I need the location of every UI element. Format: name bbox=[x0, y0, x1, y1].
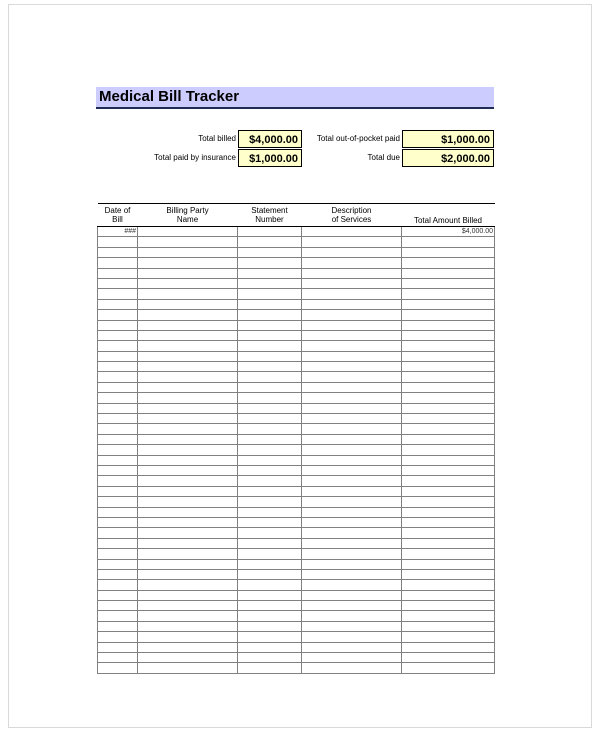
cell-party[interactable] bbox=[138, 414, 238, 424]
cell-description[interactable] bbox=[302, 227, 402, 237]
cell-description[interactable] bbox=[302, 497, 402, 507]
cell-date[interactable] bbox=[98, 663, 138, 673]
cell-party[interactable] bbox=[138, 486, 238, 496]
cell-party[interactable] bbox=[138, 289, 238, 299]
cell-date[interactable] bbox=[98, 465, 138, 475]
cell-amount[interactable] bbox=[402, 663, 495, 673]
cell-statement[interactable] bbox=[238, 590, 302, 600]
cell-amount[interactable] bbox=[402, 465, 495, 475]
cell-party[interactable] bbox=[138, 258, 238, 268]
table-row bbox=[98, 247, 495, 257]
cell-statement[interactable] bbox=[238, 382, 302, 392]
cell-date[interactable] bbox=[98, 372, 138, 382]
cell-statement[interactable] bbox=[238, 237, 302, 247]
cell-party[interactable] bbox=[138, 580, 238, 590]
cell-amount[interactable] bbox=[402, 434, 495, 444]
cell-party[interactable] bbox=[138, 465, 238, 475]
cell-description[interactable] bbox=[302, 268, 402, 278]
table-row bbox=[98, 455, 495, 465]
table-row bbox=[98, 341, 495, 351]
cell-amount[interactable] bbox=[402, 517, 495, 527]
cell-amount[interactable] bbox=[402, 569, 495, 579]
table-row bbox=[98, 382, 495, 392]
cell-statement[interactable] bbox=[238, 278, 302, 288]
bill-table bbox=[97, 203, 495, 674]
cell-amount[interactable] bbox=[402, 559, 495, 569]
cell-description[interactable] bbox=[302, 621, 402, 631]
cell-party[interactable] bbox=[138, 320, 238, 330]
cell-amount[interactable] bbox=[402, 632, 495, 642]
cell-description[interactable] bbox=[302, 310, 402, 320]
cell-party[interactable] bbox=[138, 434, 238, 444]
cell-amount[interactable] bbox=[402, 455, 495, 465]
total-billed-label: Total billed bbox=[198, 134, 236, 143]
cell-statement[interactable] bbox=[238, 642, 302, 652]
cell-amount[interactable] bbox=[402, 278, 495, 288]
cell-party[interactable] bbox=[138, 517, 238, 527]
table-row bbox=[98, 434, 495, 444]
cell-party[interactable] bbox=[138, 278, 238, 288]
cell-party[interactable] bbox=[138, 559, 238, 569]
cell-description[interactable] bbox=[302, 289, 402, 299]
table-row bbox=[98, 601, 495, 611]
cell-description[interactable] bbox=[302, 580, 402, 590]
cell-amount[interactable] bbox=[402, 351, 495, 361]
cell-amount[interactable] bbox=[402, 414, 495, 424]
cell-amount[interactable] bbox=[402, 538, 495, 548]
cell-description[interactable] bbox=[302, 476, 402, 486]
cell-date[interactable] bbox=[98, 247, 138, 257]
cell-statement[interactable] bbox=[238, 227, 302, 237]
cell-party[interactable] bbox=[138, 310, 238, 320]
cell-date[interactable] bbox=[98, 507, 138, 517]
cell-amount[interactable] bbox=[402, 590, 495, 600]
cell-description[interactable] bbox=[302, 549, 402, 559]
table-row bbox=[98, 351, 495, 361]
cell-amount[interactable]: $4,000.00 bbox=[402, 227, 495, 237]
cell-date[interactable] bbox=[98, 632, 138, 642]
cell-statement[interactable] bbox=[238, 424, 302, 434]
cell-description[interactable] bbox=[302, 330, 402, 340]
table-row bbox=[98, 320, 495, 330]
cell-statement[interactable] bbox=[238, 434, 302, 444]
cell-description[interactable] bbox=[302, 642, 402, 652]
cell-date[interactable] bbox=[98, 341, 138, 351]
table-row bbox=[98, 569, 495, 579]
cell-date[interactable] bbox=[98, 549, 138, 559]
cell-description[interactable] bbox=[302, 559, 402, 569]
cell-party[interactable] bbox=[138, 538, 238, 548]
cell-statement[interactable] bbox=[238, 601, 302, 611]
cell-description[interactable] bbox=[302, 517, 402, 527]
table-row bbox=[98, 497, 495, 507]
cell-description[interactable] bbox=[302, 569, 402, 579]
cell-date[interactable] bbox=[98, 601, 138, 611]
table-row bbox=[98, 507, 495, 517]
cell-date[interactable] bbox=[98, 580, 138, 590]
total-billed-value[interactable]: $4,000.00 bbox=[238, 130, 302, 148]
header-total-amount-billed: Total Amount Billed bbox=[402, 204, 495, 227]
cell-amount[interactable] bbox=[402, 362, 495, 372]
table-row bbox=[98, 268, 495, 278]
cell-statement[interactable] bbox=[238, 455, 302, 465]
cell-statement[interactable] bbox=[238, 465, 302, 475]
table-row bbox=[98, 310, 495, 320]
cell-description[interactable] bbox=[302, 611, 402, 621]
cell-party[interactable] bbox=[138, 549, 238, 559]
cell-statement[interactable] bbox=[238, 559, 302, 569]
cell-date[interactable] bbox=[98, 351, 138, 361]
cell-date[interactable] bbox=[98, 258, 138, 268]
cell-party[interactable] bbox=[138, 424, 238, 434]
cell-description[interactable] bbox=[302, 278, 402, 288]
cell-description[interactable] bbox=[302, 632, 402, 642]
table-row bbox=[98, 642, 495, 652]
cell-party[interactable] bbox=[138, 341, 238, 351]
cell-date[interactable] bbox=[98, 382, 138, 392]
cell-statement[interactable] bbox=[238, 320, 302, 330]
table-row bbox=[98, 538, 495, 548]
cell-description[interactable] bbox=[302, 590, 402, 600]
cell-date[interactable] bbox=[98, 497, 138, 507]
header-date-of-bill: Date of Bill bbox=[98, 204, 138, 227]
cell-statement[interactable] bbox=[238, 247, 302, 257]
cell-amount[interactable] bbox=[402, 258, 495, 268]
cell-date[interactable] bbox=[98, 642, 138, 652]
cell-date[interactable] bbox=[98, 621, 138, 631]
cell-date[interactable] bbox=[98, 476, 138, 486]
cell-date[interactable] bbox=[98, 320, 138, 330]
cell-description[interactable] bbox=[302, 372, 402, 382]
table-row bbox=[98, 330, 495, 340]
table-row bbox=[98, 237, 495, 247]
cell-statement[interactable] bbox=[238, 299, 302, 309]
cell-date[interactable]: ### bbox=[98, 227, 138, 237]
total-due-label: Total due bbox=[367, 153, 400, 162]
cell-statement[interactable] bbox=[238, 611, 302, 621]
table-row bbox=[98, 465, 495, 475]
cell-statement[interactable] bbox=[238, 621, 302, 631]
cell-party[interactable] bbox=[138, 403, 238, 413]
cell-party[interactable] bbox=[138, 476, 238, 486]
cell-date[interactable] bbox=[98, 538, 138, 548]
cell-party[interactable] bbox=[138, 330, 238, 340]
cell-statement[interactable] bbox=[238, 289, 302, 299]
cell-statement[interactable] bbox=[238, 445, 302, 455]
cell-party[interactable] bbox=[138, 601, 238, 611]
cell-description[interactable] bbox=[302, 341, 402, 351]
cell-date[interactable] bbox=[98, 590, 138, 600]
cell-description[interactable] bbox=[302, 258, 402, 268]
cell-description[interactable] bbox=[302, 362, 402, 372]
cell-party[interactable] bbox=[138, 351, 238, 361]
cell-statement[interactable] bbox=[238, 268, 302, 278]
cell-statement[interactable] bbox=[238, 632, 302, 642]
cell-statement[interactable] bbox=[238, 549, 302, 559]
cell-amount[interactable] bbox=[402, 403, 495, 413]
cell-date[interactable] bbox=[98, 517, 138, 527]
table-row bbox=[98, 393, 495, 403]
cell-party[interactable] bbox=[138, 299, 238, 309]
cell-date[interactable] bbox=[98, 403, 138, 413]
cell-description[interactable] bbox=[302, 663, 402, 673]
table-row bbox=[98, 424, 495, 434]
cell-description[interactable] bbox=[302, 351, 402, 361]
cell-statement[interactable] bbox=[238, 528, 302, 538]
cell-statement[interactable] bbox=[238, 663, 302, 673]
table-row bbox=[98, 289, 495, 299]
cell-amount[interactable] bbox=[402, 580, 495, 590]
table-row bbox=[98, 414, 495, 424]
cell-description[interactable] bbox=[302, 455, 402, 465]
table-row bbox=[98, 663, 495, 673]
cell-description[interactable] bbox=[302, 424, 402, 434]
cell-amount[interactable] bbox=[402, 237, 495, 247]
table-header-row bbox=[98, 204, 495, 227]
cell-amount[interactable] bbox=[402, 601, 495, 611]
cell-party[interactable] bbox=[138, 590, 238, 600]
table-row bbox=[98, 403, 495, 413]
cell-party[interactable] bbox=[138, 642, 238, 652]
cell-date[interactable] bbox=[98, 268, 138, 278]
cell-statement[interactable] bbox=[238, 341, 302, 351]
cell-amount[interactable] bbox=[402, 476, 495, 486]
cell-statement[interactable] bbox=[238, 497, 302, 507]
cell-party[interactable] bbox=[138, 611, 238, 621]
cell-description[interactable] bbox=[302, 465, 402, 475]
cell-amount[interactable] bbox=[402, 372, 495, 382]
cell-date[interactable] bbox=[98, 330, 138, 340]
table-row bbox=[98, 632, 495, 642]
cell-description[interactable] bbox=[302, 237, 402, 247]
cell-amount[interactable] bbox=[402, 268, 495, 278]
table-row bbox=[98, 653, 495, 663]
table-row bbox=[98, 590, 495, 600]
cell-party[interactable] bbox=[138, 528, 238, 538]
cell-date[interactable] bbox=[98, 362, 138, 372]
cell-statement[interactable] bbox=[238, 258, 302, 268]
table-row bbox=[98, 486, 495, 496]
cell-amount[interactable] bbox=[402, 299, 495, 309]
cell-date[interactable] bbox=[98, 310, 138, 320]
table-row bbox=[98, 445, 495, 455]
cell-amount[interactable] bbox=[402, 621, 495, 631]
cell-statement[interactable] bbox=[238, 362, 302, 372]
cell-description[interactable] bbox=[302, 320, 402, 330]
cell-amount[interactable] bbox=[402, 642, 495, 652]
cell-date[interactable] bbox=[98, 237, 138, 247]
cell-amount[interactable] bbox=[402, 330, 495, 340]
total-oop-value[interactable]: $1,000.00 bbox=[402, 130, 494, 148]
cell-date[interactable] bbox=[98, 653, 138, 663]
header-billing-party-name: Billing Party Name bbox=[138, 204, 238, 227]
cell-amount[interactable] bbox=[402, 611, 495, 621]
cell-statement[interactable] bbox=[238, 507, 302, 517]
cell-party[interactable] bbox=[138, 362, 238, 372]
cell-date[interactable] bbox=[98, 299, 138, 309]
cell-amount[interactable] bbox=[402, 247, 495, 257]
cell-amount[interactable] bbox=[402, 549, 495, 559]
table-row bbox=[98, 580, 495, 590]
cell-party[interactable] bbox=[138, 507, 238, 517]
cell-description[interactable] bbox=[302, 445, 402, 455]
cell-date[interactable] bbox=[98, 278, 138, 288]
cell-description[interactable] bbox=[302, 299, 402, 309]
cell-statement[interactable] bbox=[238, 372, 302, 382]
table-row bbox=[98, 227, 495, 237]
cell-date[interactable] bbox=[98, 528, 138, 538]
page-title: Medical Bill Tracker bbox=[99, 88, 240, 105]
cell-date[interactable] bbox=[98, 434, 138, 444]
cell-date[interactable] bbox=[98, 289, 138, 299]
cell-description[interactable] bbox=[302, 538, 402, 548]
cell-date[interactable] bbox=[98, 611, 138, 621]
title-bar bbox=[96, 87, 494, 109]
cell-amount[interactable] bbox=[402, 653, 495, 663]
cell-statement[interactable] bbox=[238, 393, 302, 403]
cell-party[interactable] bbox=[138, 497, 238, 507]
cell-party[interactable] bbox=[138, 372, 238, 382]
cell-date[interactable] bbox=[98, 414, 138, 424]
cell-description[interactable] bbox=[302, 528, 402, 538]
cell-statement[interactable] bbox=[238, 538, 302, 548]
cell-party[interactable] bbox=[138, 621, 238, 631]
cell-statement[interactable] bbox=[238, 414, 302, 424]
cell-statement[interactable] bbox=[238, 403, 302, 413]
cell-party[interactable] bbox=[138, 445, 238, 455]
cell-description[interactable] bbox=[302, 601, 402, 611]
cell-party[interactable] bbox=[138, 237, 238, 247]
cell-party[interactable] bbox=[138, 632, 238, 642]
total-due-value[interactable]: $2,000.00 bbox=[402, 149, 494, 167]
cell-party[interactable] bbox=[138, 227, 238, 237]
cell-amount[interactable] bbox=[402, 528, 495, 538]
cell-description[interactable] bbox=[302, 393, 402, 403]
cell-description[interactable] bbox=[302, 507, 402, 517]
cell-party[interactable] bbox=[138, 653, 238, 663]
cell-description[interactable] bbox=[302, 434, 402, 444]
cell-statement[interactable] bbox=[238, 569, 302, 579]
cell-statement[interactable] bbox=[238, 351, 302, 361]
cell-amount[interactable] bbox=[402, 310, 495, 320]
header-statement-number: Statement Number bbox=[238, 204, 302, 227]
cell-date[interactable] bbox=[98, 445, 138, 455]
cell-party[interactable] bbox=[138, 393, 238, 403]
cell-amount[interactable] bbox=[402, 289, 495, 299]
cell-statement[interactable] bbox=[238, 517, 302, 527]
cell-description[interactable] bbox=[302, 414, 402, 424]
total-oop-label: Total out-of-pocket paid bbox=[316, 134, 400, 143]
cell-party[interactable] bbox=[138, 268, 238, 278]
table-row bbox=[98, 278, 495, 288]
cell-description[interactable] bbox=[302, 653, 402, 663]
table-row bbox=[98, 528, 495, 538]
cell-amount[interactable] bbox=[402, 445, 495, 455]
cell-statement[interactable] bbox=[238, 580, 302, 590]
table-row bbox=[98, 299, 495, 309]
cell-statement[interactable] bbox=[238, 486, 302, 496]
cell-statement[interactable] bbox=[238, 653, 302, 663]
cell-date[interactable] bbox=[98, 569, 138, 579]
cell-amount[interactable] bbox=[402, 424, 495, 434]
table-row bbox=[98, 621, 495, 631]
cell-date[interactable] bbox=[98, 424, 138, 434]
cell-date[interactable] bbox=[98, 455, 138, 465]
header-description-of-services: Description of Services bbox=[302, 204, 402, 227]
cell-description[interactable] bbox=[302, 486, 402, 496]
cell-amount[interactable] bbox=[402, 486, 495, 496]
total-paid-insurance-value[interactable]: $1,000.00 bbox=[238, 149, 302, 167]
cell-amount[interactable] bbox=[402, 497, 495, 507]
cell-statement[interactable] bbox=[238, 330, 302, 340]
cell-party[interactable] bbox=[138, 663, 238, 673]
cell-description[interactable] bbox=[302, 403, 402, 413]
total-paid-insurance-label: Total paid by insurance bbox=[154, 153, 236, 162]
cell-party[interactable] bbox=[138, 382, 238, 392]
cell-date[interactable] bbox=[98, 486, 138, 496]
table-row bbox=[98, 611, 495, 621]
table-row bbox=[98, 559, 495, 569]
cell-description[interactable] bbox=[302, 247, 402, 257]
table-row bbox=[98, 549, 495, 559]
cell-statement[interactable] bbox=[238, 476, 302, 486]
table-row bbox=[98, 517, 495, 527]
cell-party[interactable] bbox=[138, 455, 238, 465]
cell-party[interactable] bbox=[138, 247, 238, 257]
cell-amount[interactable] bbox=[402, 382, 495, 392]
cell-date[interactable] bbox=[98, 559, 138, 569]
cell-statement[interactable] bbox=[238, 310, 302, 320]
table-row bbox=[98, 372, 495, 382]
cell-amount[interactable] bbox=[402, 393, 495, 403]
table-row bbox=[98, 362, 495, 372]
table-row bbox=[98, 258, 495, 268]
table-row bbox=[98, 476, 495, 486]
cell-amount[interactable] bbox=[402, 320, 495, 330]
cell-amount[interactable] bbox=[402, 507, 495, 517]
cell-description[interactable] bbox=[302, 382, 402, 392]
cell-amount[interactable] bbox=[402, 341, 495, 351]
cell-date[interactable] bbox=[98, 393, 138, 403]
cell-party[interactable] bbox=[138, 569, 238, 579]
